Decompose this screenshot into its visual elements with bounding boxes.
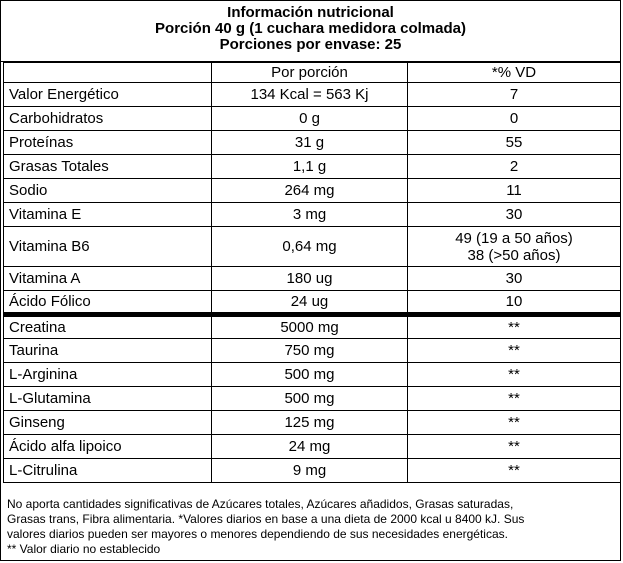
nutrient-name: Proteínas — [4, 131, 212, 155]
footnote-line: valores diarios pueden ser mayores o menores dependiendo de sus necesidades energéticas. — [7, 527, 508, 541]
nutrient-dv: 30 — [408, 203, 621, 227]
table-row — [4, 83, 621, 107]
nutrient-amount: 9 mg — [212, 459, 408, 483]
table-row — [4, 315, 621, 339]
table-row — [4, 203, 621, 227]
nutrient-dv: 0 — [408, 107, 621, 131]
nutrient-dv: 2 — [408, 155, 621, 179]
portion-size: Porción 40 g (1 cuchara medidora colmada) — [155, 20, 466, 37]
nutrient-dv: ** — [408, 339, 621, 363]
column-header-per-serving: Por porción — [212, 63, 408, 83]
nutrient-amount: 5000 mg — [212, 315, 408, 339]
column-header-dv: *% VD — [408, 63, 621, 83]
nutrient-dv-line: 49 (19 a 50 años) — [455, 229, 573, 247]
nutrient-name: Carbohidratos — [4, 107, 212, 131]
table-row — [4, 339, 621, 363]
nutrient-name: L-Glutamina — [4, 387, 212, 411]
nutrient-amount: 1,1 g — [212, 155, 408, 179]
nutrition-table — [3, 62, 621, 483]
nutrient-dv: 30 — [408, 267, 621, 291]
nutrient-amount: 24 mg — [212, 435, 408, 459]
nutrient-amount: 3 mg — [212, 203, 408, 227]
nutrition-header — [1, 1, 620, 62]
table-row — [4, 363, 621, 387]
footnote-line: ** Valor diario no establecido — [7, 542, 161, 556]
nutrient-amount: 180 ug — [212, 267, 408, 291]
nutrient-dv-line: 38 (>50 años) — [467, 246, 561, 264]
nutrient-dv — [408, 227, 621, 267]
table-row — [4, 387, 621, 411]
table-row — [4, 267, 621, 291]
nutrient-name: L-Citrulina — [4, 459, 212, 483]
nutrient-dv: 10 — [408, 291, 621, 315]
nutrient-name: Valor Energético — [4, 83, 212, 107]
nutrient-amount: 264 mg — [212, 179, 408, 203]
table-row — [4, 155, 621, 179]
nutrient-amount: 134 Kcal = 563 Kj — [212, 83, 408, 107]
nutrition-title: Información nutricional — [227, 4, 394, 21]
nutrient-dv: ** — [408, 435, 621, 459]
nutrient-amount: 0,64 mg — [212, 227, 408, 267]
nutrient-dv: ** — [408, 387, 621, 411]
column-header-row — [4, 63, 621, 83]
nutrient-amount: 24 ug — [212, 291, 408, 315]
table-row — [4, 107, 621, 131]
table-row — [4, 131, 621, 155]
footnote — [7, 497, 615, 557]
footnote-line: Grasas trans, Fibra alimentaria. *Valores diarios en base a una dieta de 2000 kcal u 8400 kJ. Sus — [7, 512, 525, 526]
nutrient-name: Sodio — [4, 179, 212, 203]
nutrient-dv: ** — [408, 363, 621, 387]
nutrient-amount: 125 mg — [212, 411, 408, 435]
table-row — [4, 459, 621, 483]
nutrient-name: Creatina — [4, 315, 212, 339]
nutrient-amount: 0 g — [212, 107, 408, 131]
nutrient-amount: 500 mg — [212, 387, 408, 411]
nutrient-name: Ácido Fólico — [4, 291, 212, 315]
nutrient-dv: 7 — [408, 83, 621, 107]
table-row — [4, 291, 621, 315]
nutrient-name: Vitamina B6 — [4, 227, 212, 267]
nutrient-name: L-Arginina — [4, 363, 212, 387]
nutrient-dv: 11 — [408, 179, 621, 203]
nutrient-dv: ** — [408, 411, 621, 435]
nutrient-dv: ** — [408, 459, 621, 483]
footnote-line: No aporta cantidades significativas de Azúcares totales, Azúcares añadidos, Grasas saturadas, — [7, 497, 514, 511]
nutrient-amount: 31 g — [212, 131, 408, 155]
nutrient-name: Vitamina A — [4, 267, 212, 291]
nutrient-name: Taurina — [4, 339, 212, 363]
nutrient-name: Vitamina E — [4, 203, 212, 227]
nutrient-dv: ** — [408, 315, 621, 339]
table-row — [4, 179, 621, 203]
nutrient-dv: 55 — [408, 131, 621, 155]
servings-per-container: Porciones por envase: 25 — [219, 36, 402, 53]
table-row — [4, 435, 621, 459]
column-header-nutrient — [4, 63, 212, 83]
table-row — [4, 411, 621, 435]
nutrient-name: Grasas Totales — [4, 155, 212, 179]
nutrient-name: Ginseng — [4, 411, 212, 435]
nutrient-amount: 750 mg — [212, 339, 408, 363]
nutrient-amount: 500 mg — [212, 363, 408, 387]
nutrient-name: Ácido alfa lipoico — [4, 435, 212, 459]
table-row — [4, 227, 621, 267]
